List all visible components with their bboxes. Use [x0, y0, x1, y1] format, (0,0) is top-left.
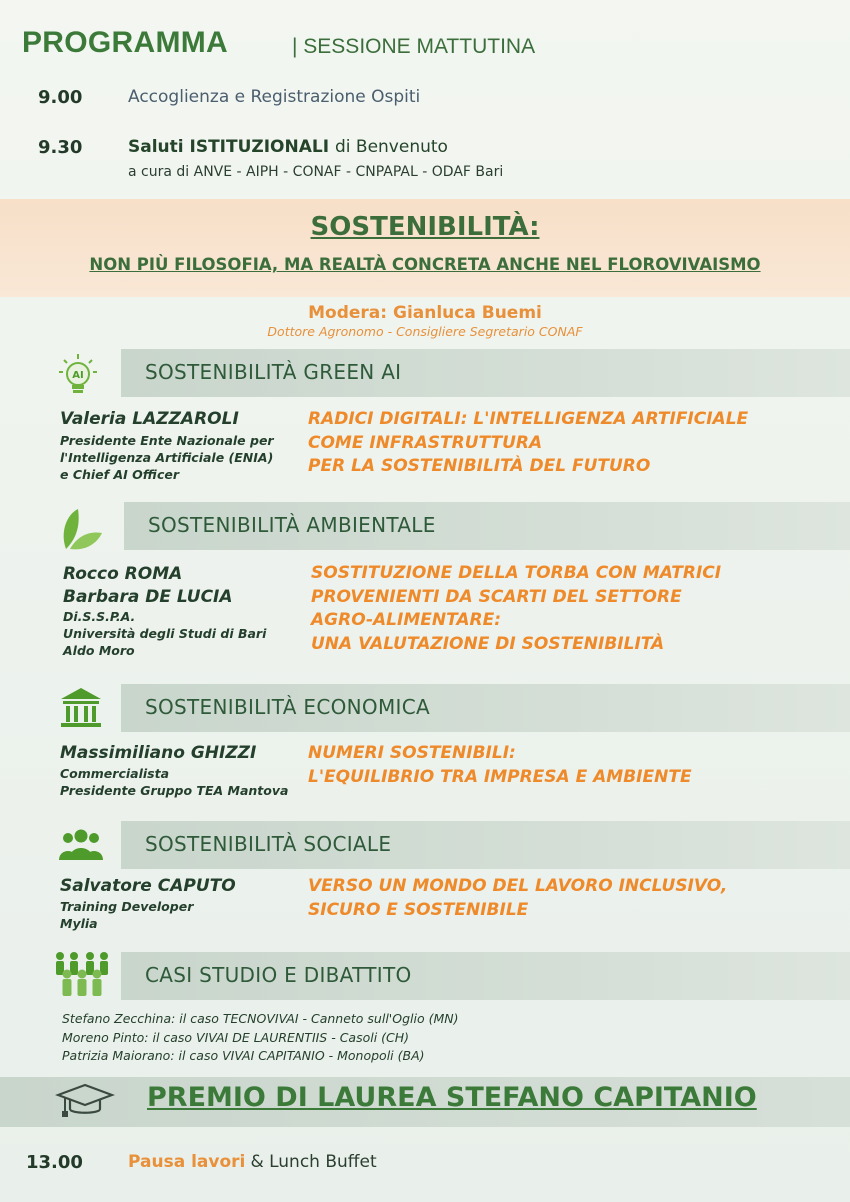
moderator: Modera: Gianluca Buemi [308, 303, 542, 323]
time-13-00: 13.00 [26, 1152, 83, 1173]
bank-building-icon [58, 686, 104, 730]
closing-event [128, 1152, 377, 1172]
speaker-role: Presidente Ente Nazionale per l'Intelligenza Artificiale (ENIA) e Chief AI Officer [60, 433, 274, 482]
event-welcome: Accoglienza e Registrazione Ospiti [128, 87, 421, 107]
speaker-role: Di.S.S.P.A. Università degli Studi di Bari Aldo Moro [63, 609, 267, 658]
leaf-icon [58, 505, 104, 553]
event-greetings-sub: a cura di ANVE - AIPH - CONAF - CNPAPAL - ODAF Bari [128, 164, 504, 180]
theme-title: SOSTENIBILITÀ: [310, 212, 540, 242]
time-9-30: 9.30 [38, 137, 83, 158]
time-9-00: 9.00 [38, 87, 83, 108]
lightbulb-ai-icon [56, 352, 100, 400]
case-item: Patrizia Maiorano: il caso VIVAI CAPITANIO - Monopoli (BA) [62, 1048, 425, 1063]
closing-lunch: & Lunch Buffet [250, 1152, 377, 1172]
section-header-green-ai: SOSTENIBILITÀ GREEN AI [121, 349, 850, 397]
session-label: | SESSIONE MATTUTINA [292, 35, 536, 58]
speaker-name: Valeria LAZZAROLI [60, 409, 239, 429]
speaker-name: Salvatore CAPUTO [60, 876, 236, 896]
speaker-name: Massimiliano GHIZZI [60, 743, 257, 763]
talk-title: SOSTITUZIONE DELLA TORBA CON MATRICI PROVENIENTI DA SCARTI DEL SETTORE AGRO-ALIMENTARE: UNA VALUTAZIONE DI SOSTENIBILITÀ [311, 563, 722, 654]
event-greetings [128, 137, 448, 157]
talk-title: NUMERI SOSTENIBILI: L'EQUILIBRIO TRA IMPRESA E AMBIENTE [308, 743, 692, 787]
speaker-role: Commercialista Presidente Gruppo TEA Mantova [60, 766, 289, 798]
moderator-role: Dottore Agronomo - Consigliere Segretario CONAF [267, 324, 583, 339]
talk-title: RADICI DIGITALI: L'INTELLIGENZA ARTIFICIALE COME INFRASTRUTTURA PER LA SOSTENIBILITÀ DEL FUTURO [308, 409, 749, 476]
people-group-icon [58, 828, 104, 862]
graduation-cap-icon [55, 1081, 115, 1121]
section-header-economica: SOSTENIBILITÀ ECONOMICA [121, 684, 850, 732]
speaker-role: Training Developer Mylia [60, 899, 194, 931]
section-header-sociale: SOSTENIBILITÀ SOCIALE [121, 821, 850, 869]
section-header-casi-studio: CASI STUDIO E DIBATTITO [121, 952, 850, 1000]
prize-title: PREMIO DI LAUREA STEFANO CAPITANIO [147, 1082, 757, 1113]
section-header-ambientale: SOSTENIBILITÀ AMBIENTALE [124, 502, 850, 550]
case-list [62, 1010, 458, 1066]
event-greetings-normal: di Benvenuto [334, 137, 448, 157]
theme-subtitle: NON PIÙ FILOSOFIA, MA REALTÀ CONCRETA ANCHE NEL FLOROVIVAISMO [89, 255, 761, 274]
closing-pausa: Pausa lavori [128, 1152, 246, 1172]
case-item: Stefano Zecchina: il caso TECNOVIVAI - Canneto sull'Oglio (MN) [62, 1011, 459, 1026]
case-item: Moreno Pinto: il caso VIVAI DE LAURENTIIS - Casoli (CH) [62, 1029, 410, 1045]
speaker-names: Rocco ROMA Barbara DE LUCIA [63, 564, 233, 607]
event-greetings-bold: Saluti ISTITUZIONALI [128, 137, 330, 157]
ai-icon-text: AI [72, 370, 84, 381]
page-title: PROGRAMMA [22, 26, 229, 59]
talk-title: VERSO UN MONDO DEL LAVORO INCLUSIVO, SICURO E SOSTENIBILE [308, 876, 728, 920]
crowd-icon [52, 950, 112, 1000]
